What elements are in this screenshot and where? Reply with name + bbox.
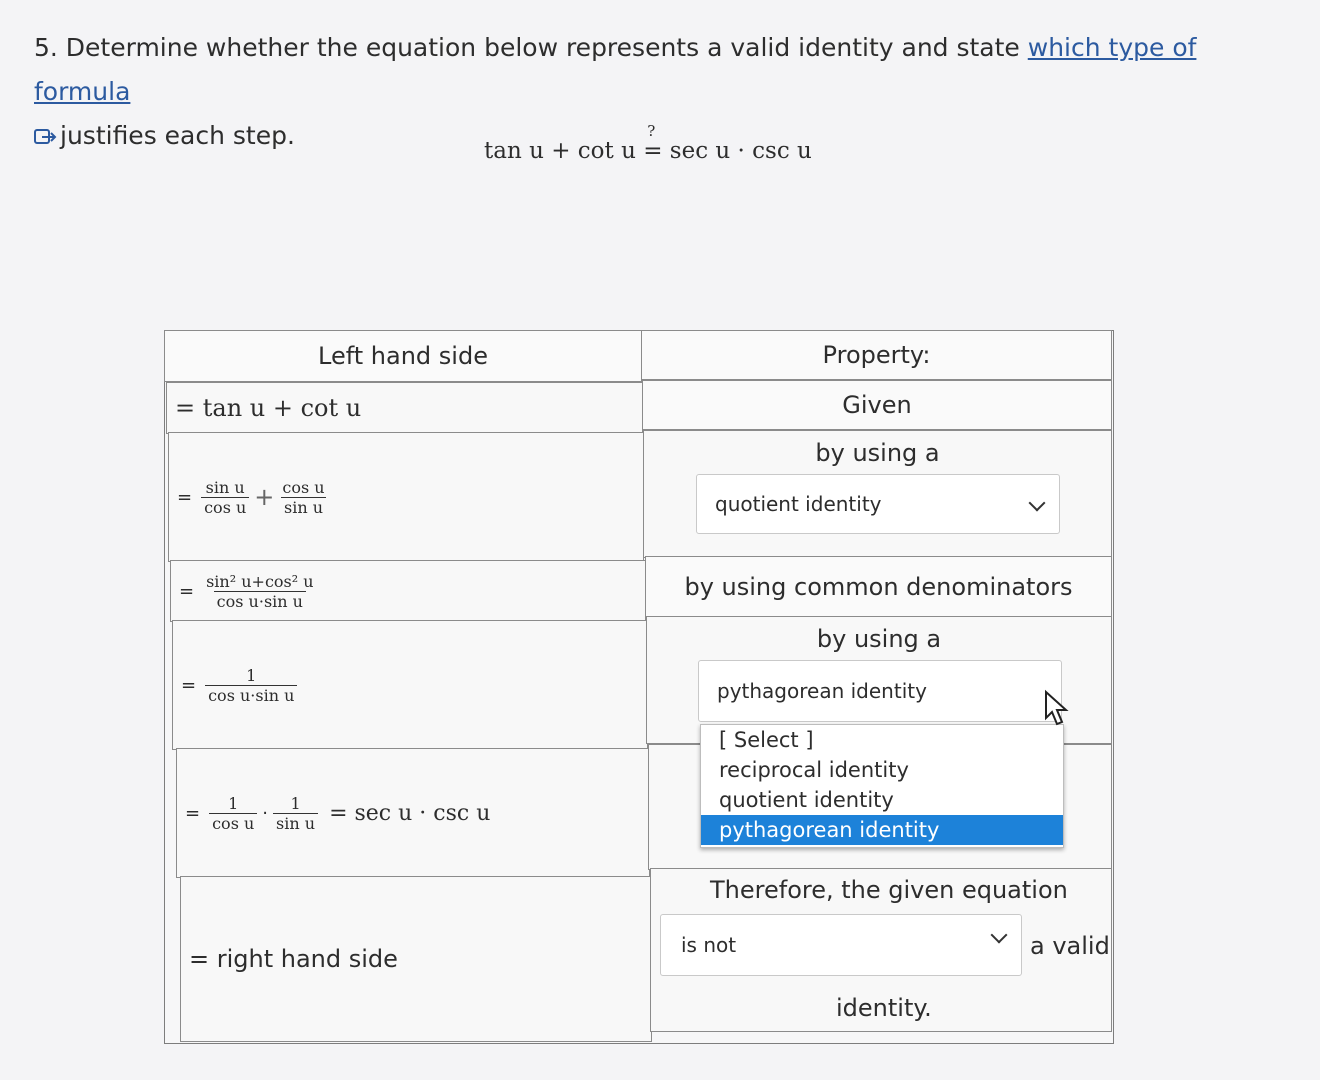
identity-dropdown-menu[interactable] xyxy=(700,724,1064,848)
denominator: cos u xyxy=(209,813,257,833)
dropdown-option-selected[interactable]: pythagorean identity xyxy=(701,815,1063,845)
fraction xyxy=(203,572,316,611)
step-1-left xyxy=(166,382,643,434)
numerator: 1 xyxy=(290,793,301,813)
conclusion-final: identity. xyxy=(836,994,932,1022)
denominator: cos u xyxy=(201,497,249,517)
step-4-left xyxy=(172,620,648,750)
dropdown-option[interactable]: reciprocal identity xyxy=(719,758,909,782)
step-2-select-value: quotient identity xyxy=(715,492,882,516)
denominator: cos u·sin u xyxy=(205,685,297,705)
equals: = xyxy=(181,674,197,696)
conclusion-prefix: Therefore, the given equation xyxy=(710,876,1068,904)
validity-select[interactable] xyxy=(660,914,1022,976)
validity-select-value: is not xyxy=(681,933,737,957)
times-operator: · xyxy=(262,802,269,824)
equals-sign: = xyxy=(643,138,663,164)
fraction xyxy=(209,794,257,833)
left-header-label: Left hand side xyxy=(318,342,488,370)
step-5-left xyxy=(176,748,650,878)
fraction xyxy=(205,666,297,705)
step-1-property xyxy=(642,380,1112,430)
fraction xyxy=(273,794,318,833)
denominator: cos u·sin u xyxy=(214,591,306,611)
step-5-result: = sec u · csc u xyxy=(329,800,491,826)
chevron-down-icon xyxy=(1029,495,1046,512)
numerator: 1 xyxy=(246,665,257,685)
step-4-select-value: pythagorean identity xyxy=(717,679,927,703)
numerator: sin u xyxy=(205,477,245,497)
question-mark: ? xyxy=(647,122,656,140)
equation-rhs: sec u · csc u xyxy=(669,138,812,164)
property-header xyxy=(641,330,1112,380)
step-2-left xyxy=(168,432,644,562)
document-link-icon[interactable] xyxy=(34,128,58,146)
formula-type-link[interactable]: which type of formula xyxy=(34,33,1197,106)
left-header xyxy=(164,330,642,382)
step-3-property xyxy=(645,556,1112,618)
dropdown-option[interactable]: quotient identity xyxy=(719,788,894,812)
numerator: cos u xyxy=(282,477,325,497)
dropdown-option[interactable]: [ Select ] xyxy=(719,728,814,752)
denominator: sin u xyxy=(281,497,326,517)
question-text-end: justifies each step. xyxy=(60,121,295,150)
conclusion-suffix: a valid xyxy=(1030,932,1110,960)
step-4-prefix: by using a xyxy=(816,625,942,653)
numerator: sin² u+cos² u xyxy=(206,571,314,591)
chevron-down-icon xyxy=(991,927,1008,944)
denominator: sin u xyxy=(273,813,318,833)
fraction xyxy=(279,478,327,517)
plus-operator: + xyxy=(254,483,275,511)
question-text-start: 5. Determine whether the equation below represents a valid identity and state xyxy=(34,33,1028,62)
step-6-left xyxy=(180,876,652,1042)
mouse-cursor-icon xyxy=(1038,688,1074,728)
equals: = xyxy=(185,802,201,824)
step-3-property-label: by using common denominators xyxy=(684,573,1073,601)
step-3-left xyxy=(170,560,646,622)
step-6-expression: = right hand side xyxy=(189,945,398,973)
numerator: 1 xyxy=(228,793,239,813)
identity-equation xyxy=(484,122,812,164)
equation-lhs: tan u + cot u xyxy=(484,138,636,164)
property-header-label: Property: xyxy=(822,341,931,369)
equation-relation xyxy=(643,122,663,164)
fraction xyxy=(201,478,249,517)
step-2-prefix: by using a xyxy=(815,439,940,467)
step-2-select[interactable] xyxy=(696,474,1060,534)
step-1-expression: = tan u + cot u xyxy=(175,394,362,422)
equals: = xyxy=(179,580,195,602)
step-4-select[interactable] xyxy=(698,660,1062,722)
equals: = xyxy=(177,486,193,508)
step-1-property-label: Given xyxy=(842,391,912,419)
